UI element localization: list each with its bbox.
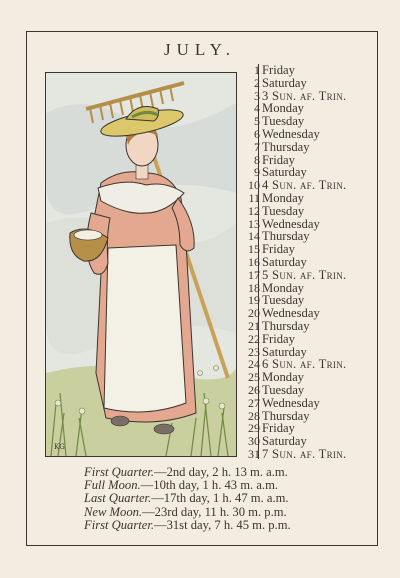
day-number: 25 <box>248 370 260 385</box>
day-row <box>244 371 374 384</box>
day-name: 4 Sun. af. Trin. <box>262 178 347 193</box>
day-name: Monday <box>262 190 304 205</box>
illustration-svg <box>46 73 236 456</box>
day-name: Saturday <box>262 344 307 359</box>
day-name: Tuesday <box>262 114 305 129</box>
day-number: 28 <box>248 408 260 423</box>
day-name: Friday <box>262 242 295 257</box>
day-number: 10 <box>248 178 260 193</box>
day-number: 22 <box>248 331 260 346</box>
day-name: 7 Sun. af. Trin. <box>262 446 347 461</box>
day-name: Saturday <box>262 75 307 90</box>
artist-monogram: KG <box>54 443 65 451</box>
moon-phase-label: First Quarter. <box>84 517 154 532</box>
day-number: 2 <box>254 75 260 90</box>
day-number: 31 <box>248 446 260 461</box>
day-number: 7 <box>254 139 260 154</box>
day-row <box>244 64 374 77</box>
girl-with-rake-illustration <box>45 72 237 457</box>
day-name: Friday <box>262 421 295 436</box>
day-row <box>244 192 374 205</box>
day-name: Tuesday <box>262 293 305 308</box>
day-row <box>244 384 374 397</box>
day-number: 30 <box>248 434 260 449</box>
day-number: 11 <box>248 190 260 205</box>
day-number: 3 <box>254 88 260 103</box>
day-name: Monday <box>262 370 304 385</box>
moon-phase-time: —31st day, 7 h. 45 m. p.m. <box>153 517 291 532</box>
day-number: 20 <box>248 306 260 321</box>
day-number: 9 <box>254 165 260 180</box>
day-name: Wednesday <box>262 306 320 321</box>
moon-phase-time: —17th day, 1 h. 47 m. a.m. <box>151 491 289 506</box>
day-name: Monday <box>262 101 304 116</box>
day-name: Thursday <box>262 318 310 333</box>
day-number: 19 <box>248 293 260 308</box>
day-row <box>244 141 374 154</box>
day-list <box>244 64 374 461</box>
day-number: 4 <box>254 101 260 116</box>
day-number: 14 <box>248 229 260 244</box>
day-name: Wednesday <box>262 126 320 141</box>
moon-phase-time: —23rd day, 11 h. 30 m. p.m. <box>142 504 287 519</box>
moon-phase-label: Last Quarter. <box>84 491 152 506</box>
day-number: 24 <box>248 357 260 372</box>
day-name: Wednesday <box>262 216 320 231</box>
day-name: Friday <box>262 63 295 77</box>
day-name: Tuesday <box>262 203 305 218</box>
month-title: JULY. <box>164 40 236 59</box>
day-number: 16 <box>248 254 260 269</box>
day-name: Thursday <box>262 229 310 244</box>
day-row <box>244 435 374 448</box>
day-row <box>244 397 374 410</box>
day-name: Friday <box>262 331 295 346</box>
day-name: Thursday <box>262 408 310 423</box>
day-name: Wednesday <box>262 395 320 410</box>
day-row <box>244 128 374 141</box>
day-number: 27 <box>248 395 260 410</box>
day-row <box>244 448 374 461</box>
day-number: 5 <box>254 114 260 129</box>
moon-phase-label: First Quarter. <box>84 465 154 479</box>
day-row <box>244 320 374 333</box>
day-number: 15 <box>248 242 260 257</box>
moon-phases <box>84 466 374 532</box>
day-number: 18 <box>248 280 260 295</box>
day-name: 6 Sun. af. Trin. <box>262 357 347 372</box>
day-name: Thursday <box>262 139 310 154</box>
day-name: 3 Sun. af. Trin. <box>262 88 347 103</box>
day-number: 13 <box>248 216 260 231</box>
day-name: Monday <box>262 280 304 295</box>
day-row <box>244 269 374 282</box>
day-number: 26 <box>248 382 260 397</box>
day-name: Tuesday <box>262 382 305 397</box>
day-row <box>244 256 374 269</box>
day-name: 5 Sun. af. Trin. <box>262 267 347 282</box>
day-number: 21 <box>248 318 260 333</box>
day-row <box>244 77 374 90</box>
moon-phase-label: Full Moon. <box>84 478 141 493</box>
moon-phase-time: —10th day, 1 h. 43 m. a.m. <box>140 478 279 493</box>
day-number: 12 <box>248 203 260 218</box>
day-name: Friday <box>262 152 295 167</box>
day-number: 6 <box>254 126 260 141</box>
day-number: 29 <box>248 421 260 436</box>
day-number: 17 <box>248 267 260 282</box>
moon-phase-label: New Moon. <box>84 504 143 519</box>
moon-phase-time: —2nd day, 2 h. 13 m. a.m. <box>153 465 288 479</box>
day-number: 23 <box>248 344 260 359</box>
moon-phase-row <box>84 519 374 532</box>
day-row <box>244 205 374 218</box>
day-row <box>244 333 374 346</box>
day-number: 8 <box>254 152 260 167</box>
day-name: Saturday <box>262 165 307 180</box>
day-name: Saturday <box>262 254 307 269</box>
day-number: 1 <box>254 63 260 77</box>
day-name: Saturday <box>262 434 307 449</box>
